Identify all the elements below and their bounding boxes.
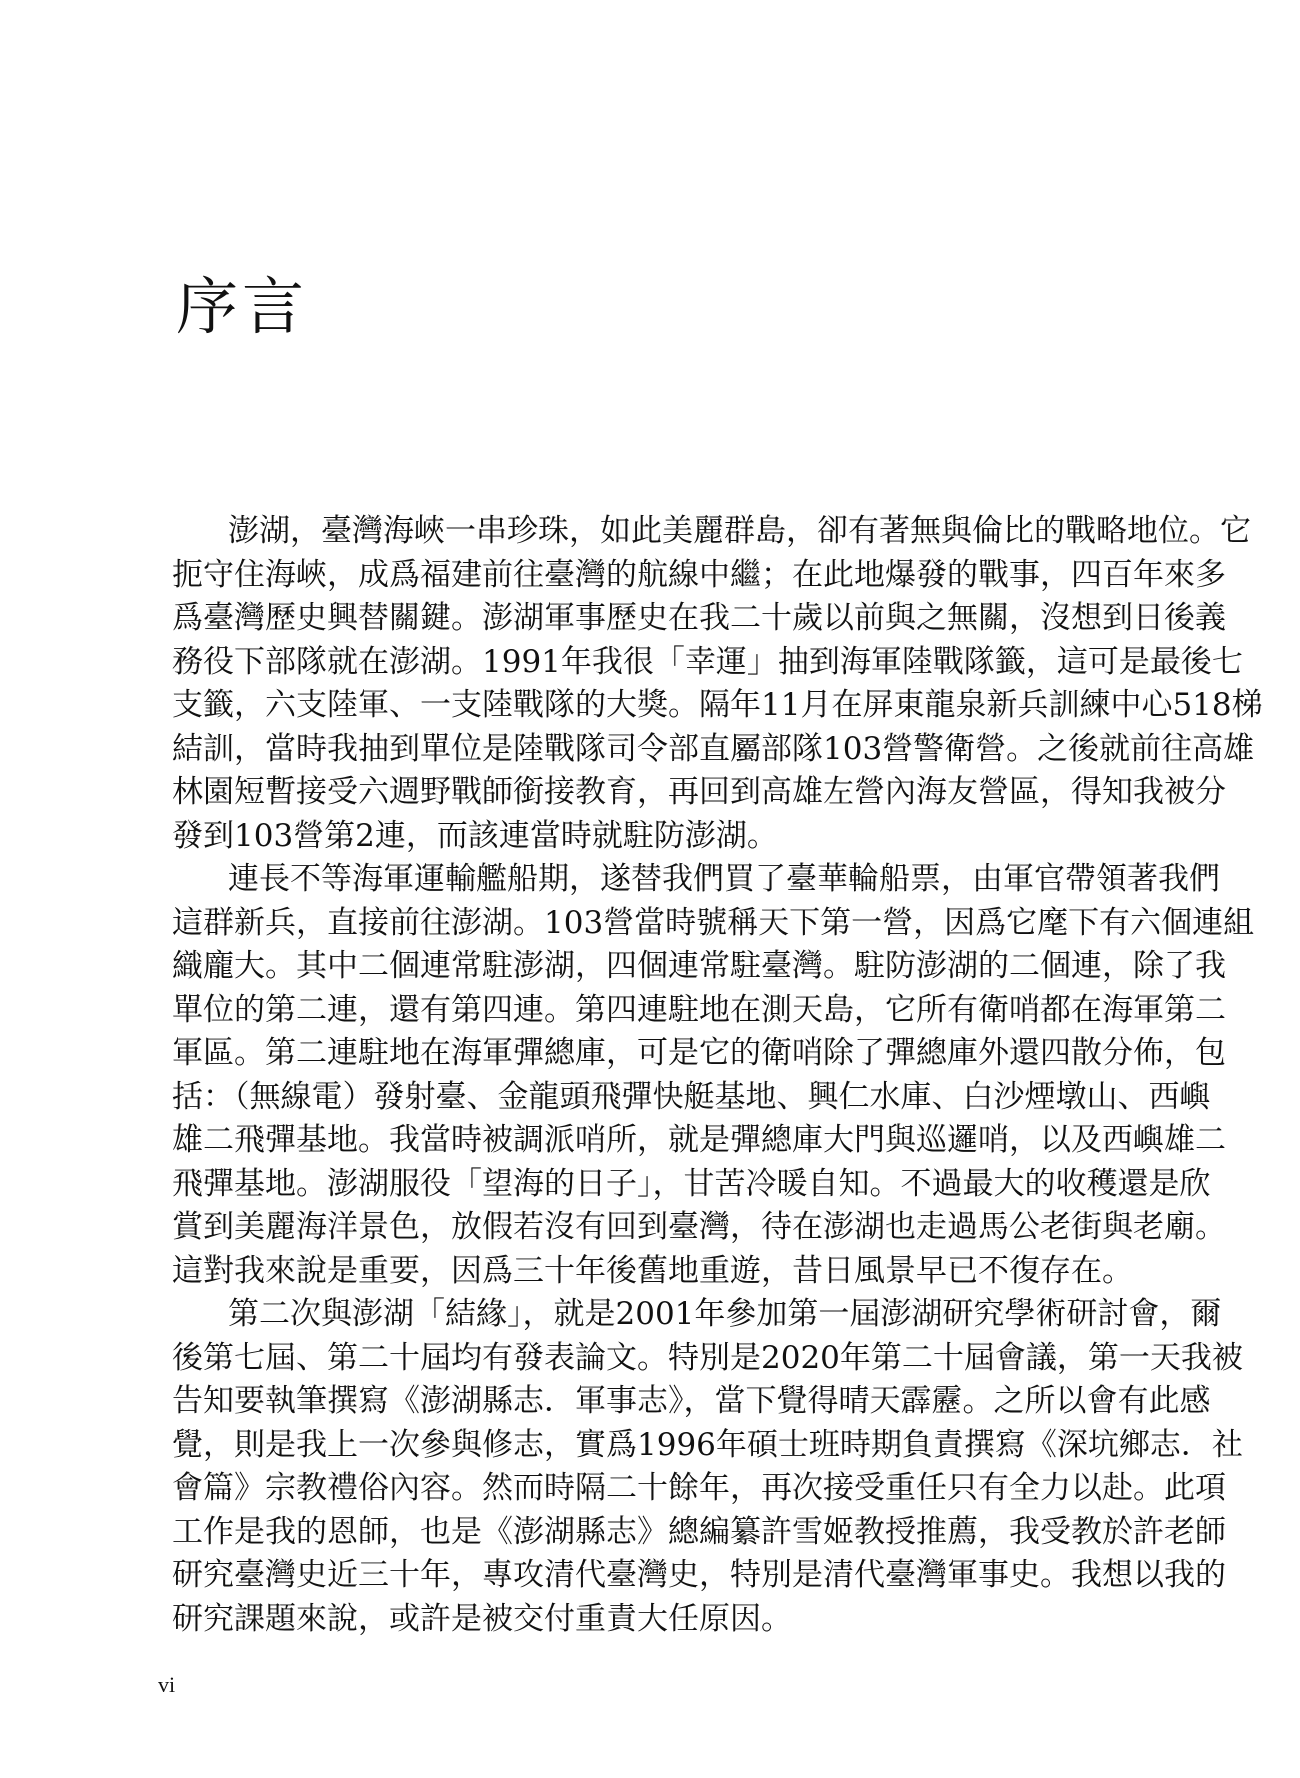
text-line: 連長不等海軍運輸艦船期，遂替我們買了臺華輪船票，由軍官帶領著我們 xyxy=(228,861,1220,897)
page-number: vi xyxy=(158,1672,176,1697)
text-line: 務役下部隊就在澎湖。1991年我很「幸運」抽到海軍陸戰隊籤，這可是最後七 xyxy=(172,643,1243,680)
text-line: 會篇》宗教禮俗內容。然而時隔二十餘年，再次接受重任只有全力以赴。此項 xyxy=(172,1470,1226,1506)
text-line: 軍區。第二連駐地在海軍彈總庫，可是它的衛哨除了彈總庫外還四散分佈，包 xyxy=(172,1035,1226,1071)
text-line: 飛彈基地。澎湖服役「望海的日子」，甘苦冷暖自知。不過最大的收穫還是欣 xyxy=(172,1165,1211,1202)
text-line: 後第七屆、第二十屆均有發表論文。特別是2020年第二十屆會議，第一天我被 xyxy=(172,1339,1243,1376)
text-line: 織龐大。其中二個連常駐澎湖，四個連常駐臺灣。駐防澎湖的二個連，除了我 xyxy=(172,948,1226,984)
text-line: 這對我來說是重要，因爲三十年後舊地重遊，昔日風景早已不復存在。 xyxy=(172,1252,1133,1289)
preface-body xyxy=(172,510,1263,1641)
paragraph xyxy=(172,510,1263,858)
text-line: 爲臺灣歷史興替關鍵。澎湖軍事歷史在我二十歲以前與之無關，沒想到日後義 xyxy=(172,600,1226,636)
paragraph xyxy=(172,858,1255,1293)
text-line: 林園短暫接受六週野戰師銜接教育，再回到高雄左營內海友營區，得知我被分 xyxy=(172,774,1226,810)
paragraph xyxy=(172,1293,1243,1641)
text-line: 研究課題來說，或許是被交付重責大任原因。 xyxy=(172,1600,792,1637)
text-line: 第二次與澎湖「結緣」，就是2001年參加第一屆澎湖研究學術研討會，爾 xyxy=(228,1296,1222,1332)
text-line: 覺，則是我上一次參與修志，實爲1996年碩士班時期負責撰寫《深坑鄉志．社 xyxy=(172,1426,1243,1463)
text-line: 單位的第二連，還有第四連。第四連駐地在測天島，它所有衛哨都在海軍第二 xyxy=(172,991,1226,1028)
text-line: 賞到美麗海洋景色，放假若沒有回到臺灣，待在澎湖也走過馬公老街與老廟。 xyxy=(172,1209,1226,1245)
page-title: 序言 xyxy=(176,270,309,343)
text-line: 澎湖，臺灣海峽一串珍珠，如此美麗群島，卻有著無與倫比的戰略地位。它 xyxy=(228,513,1251,549)
text-line: 工作是我的恩師，也是《澎湖縣志》總編纂許雪姬教授推薦，我受教於許老師 xyxy=(172,1513,1226,1550)
text-line: 告知要執筆撰寫《澎湖縣志．軍事志》，當下覺得晴天霹靂。之所以會有此感 xyxy=(172,1383,1211,1419)
text-line: 這群新兵，直接前往澎湖。103營當時號稱天下第一營，因爲它麾下有六個連組 xyxy=(172,904,1255,941)
text-line: 括：（無線電）發射臺、金龍頭飛彈快艇基地、興仁水庫、白沙煙墩山、西嶼 xyxy=(172,1078,1211,1115)
text-line: 發到103營第2連，而該連當時就駐防澎湖。 xyxy=(172,817,778,854)
text-line: 結訓，當時我抽到單位是陸戰隊司令部直屬部隊103營警衛營。之後就前往高雄 xyxy=(172,730,1255,767)
text-line: 扼守住海峽，成爲福建前往臺灣的航線中繼；在此地爆發的戰事，四百年來多 xyxy=(172,556,1226,593)
text-line: 研究臺灣史近三十年，專攻清代臺灣史，特別是清代臺灣軍事史。我想以我的 xyxy=(172,1557,1226,1593)
text-line: 支籤，六支陸軍、一支陸戰隊的大獎。隔年11月在屏東龍泉新兵訓練中心518梯 xyxy=(172,687,1263,723)
text-line: 雄二飛彈基地。我當時被調派哨所，就是彈總庫大門與巡邏哨，以及西嶼雄二 xyxy=(172,1122,1226,1158)
